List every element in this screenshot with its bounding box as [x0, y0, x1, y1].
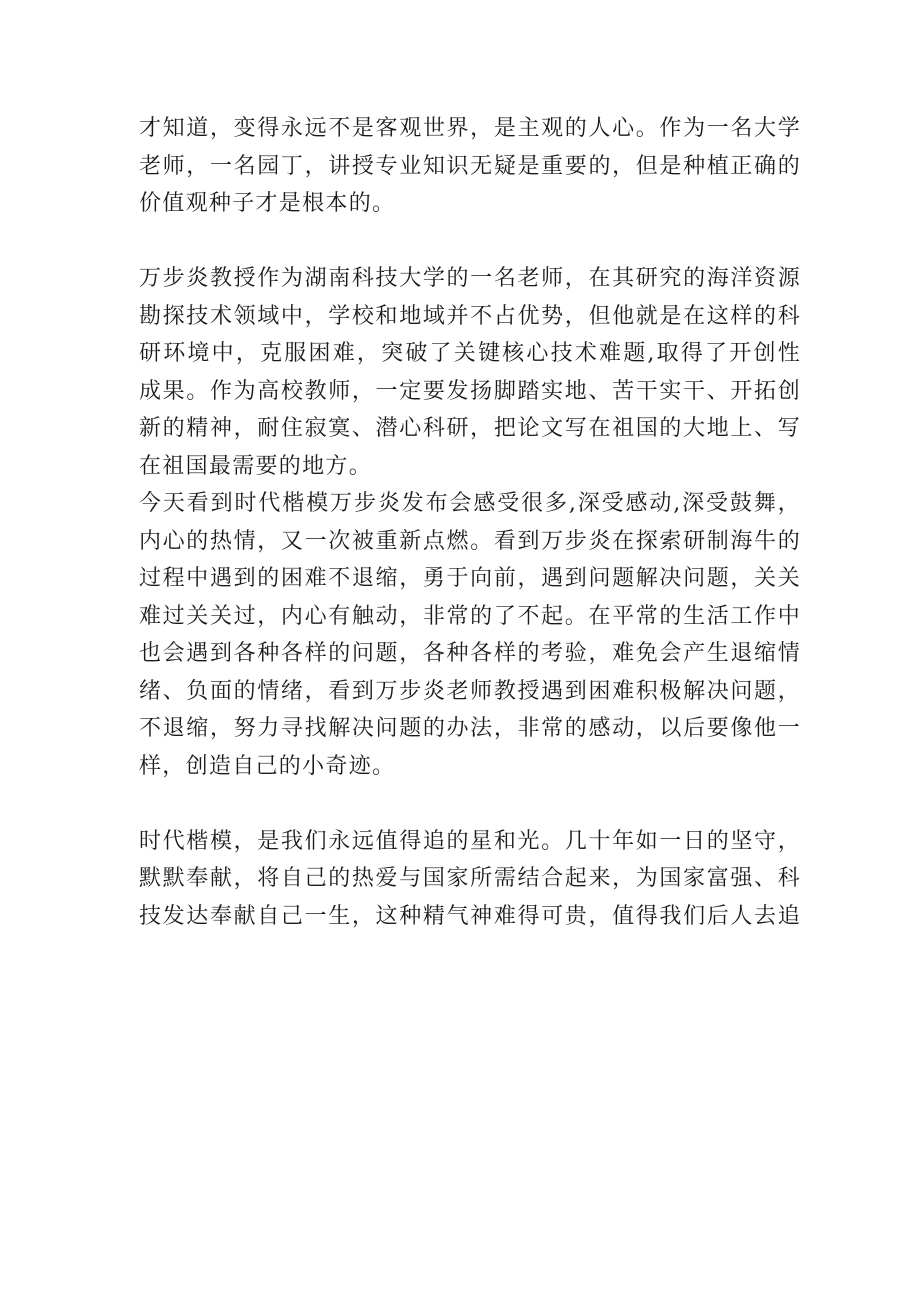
document-body — [139, 110, 801, 935]
text-line: 新的精神，耐住寂寞、潜心科研，把论文写在祖国的大地上、写 — [139, 416, 801, 441]
paragraph-3 — [139, 485, 801, 785]
text-line: 万步炎教授作为湖南科技大学的一名老师，在其研究的海洋资源 — [139, 266, 801, 291]
text-line: 过程中遇到的困难不退缩，勇于向前，遇到问题解决问题，关关 — [139, 566, 801, 591]
text-line: 样，创造自己的小奇迹。 — [139, 753, 396, 779]
text-line: 绪、负面的情绪，看到万步炎老师教授遇到困难积极解决问题， — [139, 678, 801, 704]
text-line: 也会遇到各种各样的问题，各种各样的考验，难免会产生退缩情 — [139, 641, 801, 666]
text-line: 内心的热情，又一次被重新点燃。看到万步炎在探索研制海牛的 — [139, 528, 801, 554]
paragraph-1 — [139, 110, 801, 223]
text-line: 不退缩，努力寻找解决问题的办法，非常的感动，以后要像他一 — [139, 716, 801, 741]
text-line: 在祖国最需要的地方。 — [139, 453, 373, 479]
paragraph-gap — [139, 223, 801, 261]
text-line: 技发达奉献自己一生，这种精气神难得可贵，值得我们后人去追 — [139, 903, 801, 929]
paragraph-gap — [139, 785, 801, 823]
paragraph-2 — [139, 260, 801, 485]
text-line: 难过关关过，内心有触动，非常的了不起。在平常的生活工作中 — [139, 603, 801, 629]
text-line: 今天看到时代楷模万步炎发布会感受很多,深受感动,深受鼓舞， — [139, 491, 801, 516]
text-line: 成果。作为高校教师，一定要发扬脚踏实地、苦干实干、开拓创 — [139, 378, 801, 404]
text-line: 时代楷模，是我们永远值得追的星和光。几十年如一日的坚守， — [139, 828, 801, 854]
text-line: 研环境中，克服困难，突破了关键核心技术难题,取得了开创性 — [139, 341, 801, 366]
paragraph-4 — [139, 823, 801, 936]
text-line: 老师，一名园丁，讲授专业知识无疑是重要的，但是种植正确的 — [139, 153, 801, 179]
text-line: 价值观种子才是根本的。 — [139, 191, 396, 216]
text-line: 才知道，变得永远不是客观世界，是主观的人心。作为一名大学 — [139, 116, 801, 141]
text-line: 默默奉献，将自己的热爱与国家所需结合起来，为国家富强、科 — [139, 866, 801, 891]
text-line: 勘探技术领域中，学校和地域并不占优势，但他就是在这样的科 — [139, 303, 801, 329]
